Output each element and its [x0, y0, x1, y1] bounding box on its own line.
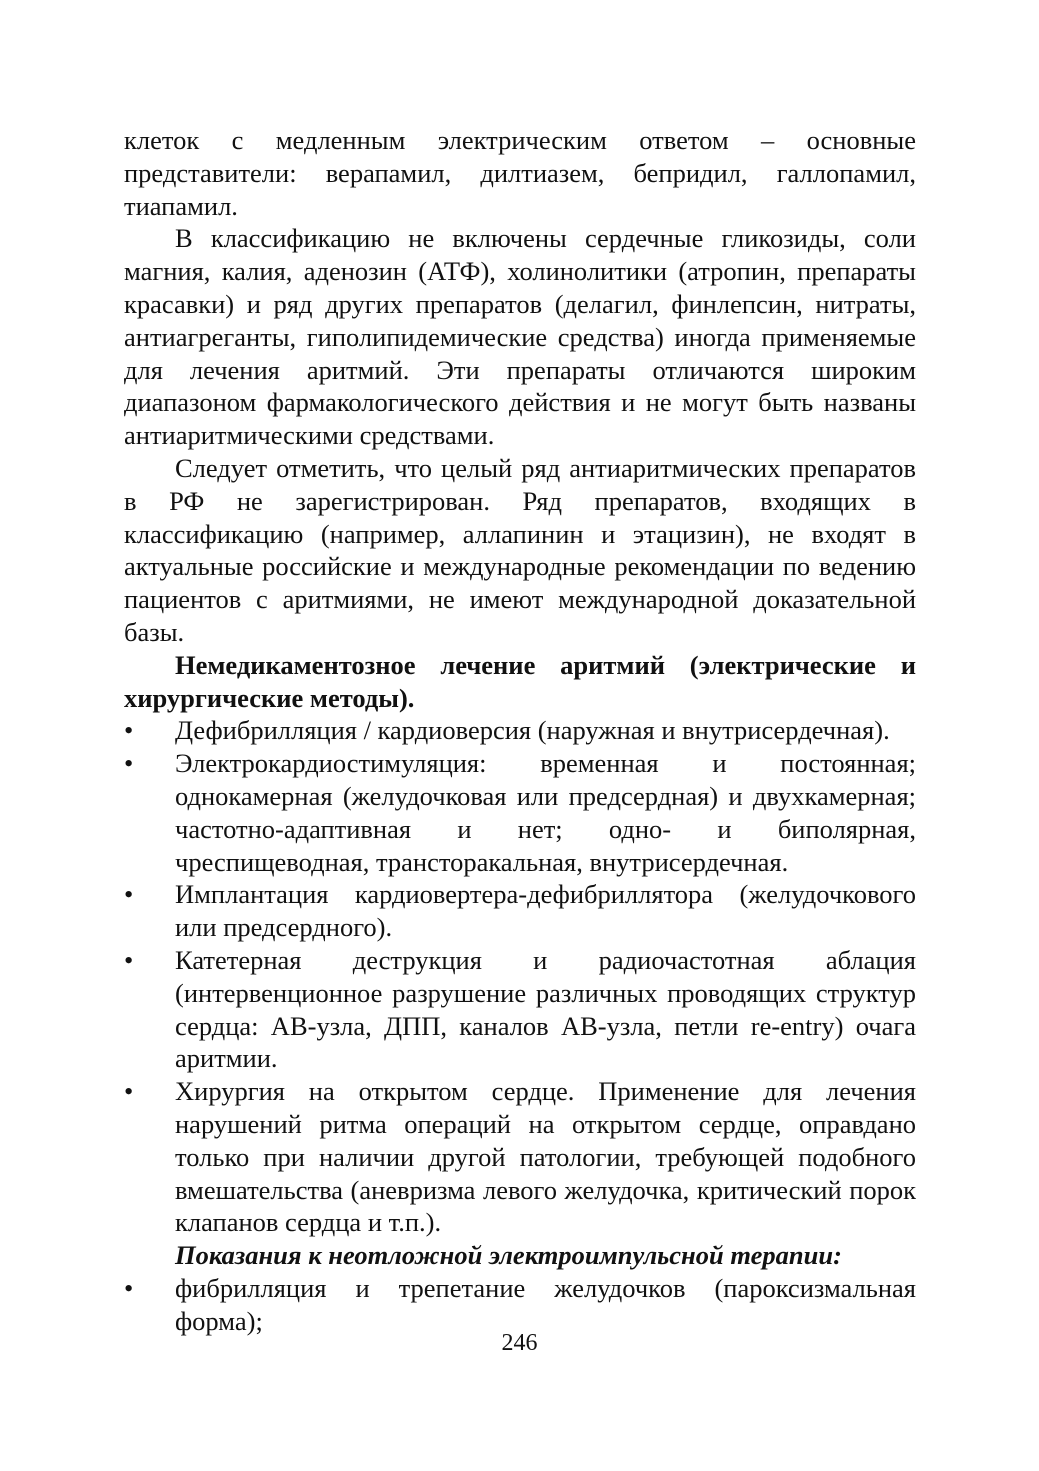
bullet-icon: •	[124, 715, 134, 746]
section-heading-nonmedical-treatment: Немедикаментозное лечение аритмий (электрические и хирургические методы).	[124, 649, 916, 713]
page-number: 246	[501, 1330, 538, 1356]
page-body	[124, 124, 916, 1337]
paragraph-continuation: клеток с медленным электрическим ответом – основные представители: верапамил, дилтиазем, бепридил, галлопамил, тиапамил.	[124, 125, 916, 221]
section-heading-emergency-indications: Показания к неотложной электроимпульсной терапии:	[175, 1240, 842, 1271]
list-item-text: Электрокардиостимуляция: временная и постоянная; однокамерная (желудочковая или предсердная) и двухкамерная; частотно-адаптивная и нет; одно- и биполярная, чреспищеводная, трансторакальная, внутрисердечная.	[175, 748, 916, 877]
bullet-icon: •	[124, 944, 134, 975]
list-item-text: Имплантация кардиовертера-дефибриллятора (желудочкового или предсердного).	[175, 879, 916, 943]
list-item	[124, 714, 916, 747]
list-item	[124, 1075, 916, 1239]
list-item	[124, 878, 916, 944]
bullet-icon: •	[124, 879, 134, 910]
list-item-text: Хирургия на открытом сердце. Применение для лечения нарушений ритма операций на открытом сердце, оправдано только при наличии другой патологии, требующей подобного вмешательства (аневризма левого желудочка, критический порок клапанов сердца и т.п.).	[175, 1076, 916, 1238]
list-item-text: фибрилляция и трепетание желудочков (пароксизмальная форма);	[175, 1272, 916, 1336]
paragraph-registration-note: Следует отметить, что целый ряд антиаритмических препаратов в РФ не зарегистрирован. Ряд препаратов, входящих в классификацию (например, аллапинин и этацизин), не входят в актуальные российские и международные рекомендации по ведению пациентов с аритмиями, не имеют международной доказательной базы.	[124, 452, 916, 647]
list-item-text: Катетерная деструкция и радиочастотная аблация (интервенционное разрушение различных проводящих структур сердца: АВ-узла, ДПП, каналов АВ-узла, петли re-entry) очага аритмии.	[175, 944, 916, 1074]
list-item	[124, 944, 916, 1075]
nonmedical-methods-list	[124, 714, 916, 1239]
bullet-icon: •	[124, 1076, 134, 1107]
list-item-text: Дефибрилляция / кардиоверсия (наружная и внутрисердечная).	[175, 715, 890, 746]
bullet-icon: •	[124, 748, 134, 779]
bullet-icon: •	[124, 1272, 134, 1303]
paragraph-classification-exclusions: В классификацию не включены сердечные гликозиды, соли магния, калия, аденозин (АТФ), холинолитики (атропин, препараты красавки) и ряд других препаратов (делагил, финлепсин, нитраты, антиагреганты, гиполипидемические средства) иногда применяемые для лечения аритмий. Эти препараты отличаются широким диапазоном фармакологического действия и не могут быть названы антиаритмическими средствами.	[124, 223, 916, 451]
list-item	[124, 747, 916, 878]
